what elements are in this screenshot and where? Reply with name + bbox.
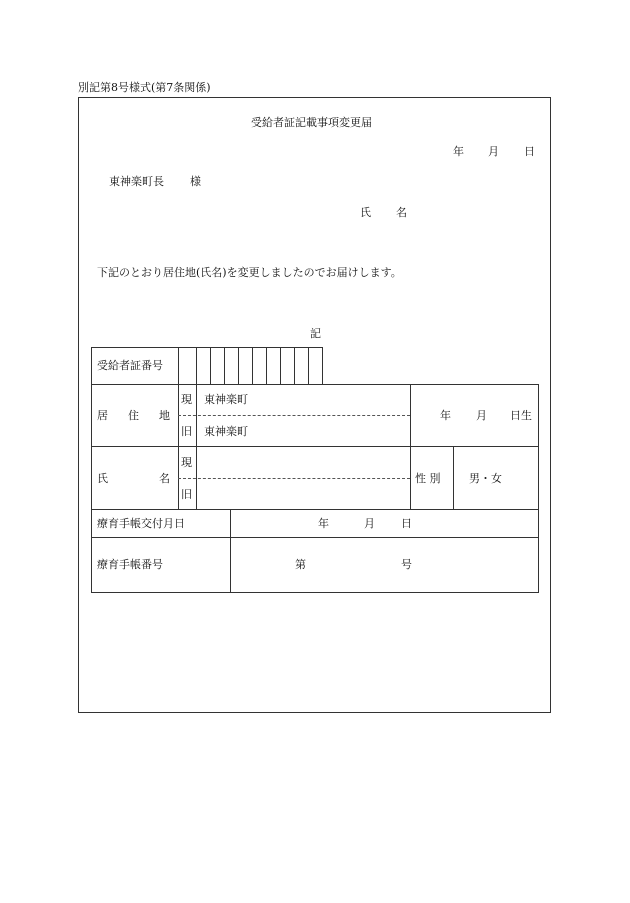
residence-former-mark: 旧	[181, 425, 192, 438]
notebook-number-prefix: 第	[295, 558, 306, 571]
notebook-number-suffix: 号	[401, 558, 412, 571]
name-label-b: 名	[159, 472, 170, 485]
form-reference: 別記第8号様式(第7条関係)	[78, 81, 211, 94]
ki-heading: 記	[310, 327, 321, 340]
applicant-name-label-b: 名	[396, 206, 407, 219]
residence-former-value: 東神楽町	[204, 425, 248, 438]
name-former-mark: 旧	[181, 488, 192, 501]
birth-day-suffix: 日生	[510, 409, 532, 422]
gender-value: 男・女	[469, 472, 502, 485]
birth-year-label: 年	[440, 409, 451, 422]
issue-date-month: 月	[364, 517, 375, 530]
date-year-label: 年	[453, 145, 464, 158]
residence-label-3: 地	[159, 409, 170, 422]
residence-current-mark: 現	[181, 393, 192, 406]
addressee-name: 東神楽町長	[109, 175, 164, 188]
recipient-number-label: 受給者証番号	[97, 359, 163, 372]
residence-label-1: 居	[97, 409, 108, 422]
birth-month-label: 月	[476, 409, 487, 422]
issue-date-year: 年	[318, 517, 329, 530]
date-month-label: 月	[488, 145, 499, 158]
name-label-a: 氏	[97, 472, 108, 485]
addressee-honorific: 様	[190, 175, 201, 188]
statement-text: 下記のとおり居住地(氏名)を変更しましたのでお届けします。	[97, 266, 402, 279]
gender-label: 性 別	[415, 472, 441, 485]
form-title: 受給者証記載事項変更届	[251, 116, 372, 129]
issue-date-day: 日	[401, 517, 412, 530]
notebook-number-label: 療育手帳番号	[97, 558, 163, 571]
residence-label-2: 住	[128, 409, 139, 422]
applicant-name-label-a: 氏	[360, 206, 371, 219]
date-day-label: 日	[524, 145, 535, 158]
name-current-mark: 現	[181, 456, 192, 469]
issue-date-label: 療育手帳交付月日	[97, 517, 185, 530]
residence-current-value: 東神楽町	[204, 393, 248, 406]
form-frame	[78, 97, 551, 713]
